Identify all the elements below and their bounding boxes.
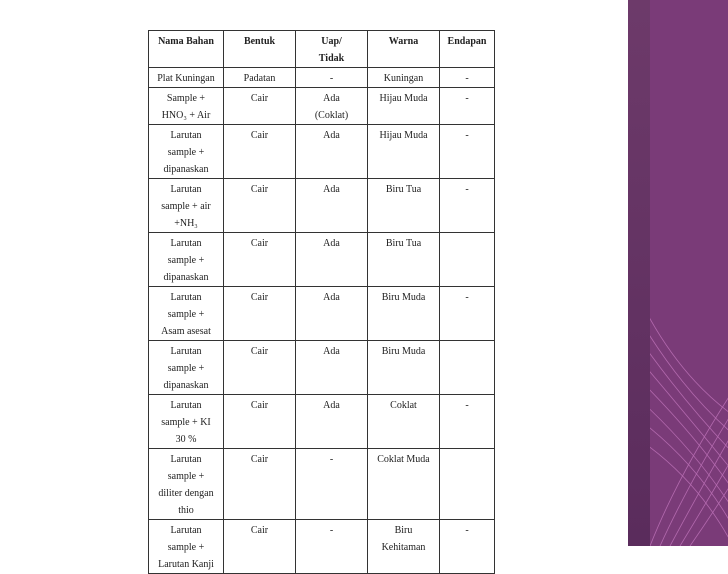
cell-bentuk: Cair — [224, 233, 296, 287]
cell-uap: Ada — [296, 179, 368, 233]
header-uap-tidak: Uap/ Tidak — [296, 31, 368, 68]
header-bentuk: Bentuk — [224, 31, 296, 68]
table-row — [149, 125, 495, 179]
cell-bentuk: Cair — [224, 449, 296, 520]
cell-nama-bahan: Larutan sample + dipanaskan — [149, 341, 224, 395]
cell-nama-bahan: Larutan sample + diliter dengan thio — [149, 449, 224, 520]
decorative-panel — [650, 0, 728, 546]
cell-uap: - — [296, 520, 368, 574]
cell-nama-bahan: Larutan sample + air +NH₃ — [149, 179, 224, 233]
cell-endapan — [440, 341, 495, 395]
cell-uap: - — [296, 68, 368, 88]
cell-warna: Coklat — [368, 395, 440, 449]
header-endapan: Endapan — [440, 31, 495, 68]
header-nama-bahan: Nama Bahan — [149, 31, 224, 68]
table-row — [149, 449, 495, 520]
table-row — [149, 68, 495, 88]
cell-uap: Ada — [296, 341, 368, 395]
cell-endapan: - — [440, 520, 495, 574]
cell-nama-bahan: Plat Kuningan — [149, 68, 224, 88]
table-row — [149, 395, 495, 449]
table-row — [149, 233, 495, 287]
cell-uap: - — [296, 449, 368, 520]
cell-nama-bahan: Larutan sample + Asam asesat — [149, 287, 224, 341]
table-row — [149, 341, 495, 395]
cell-uap: Ada — [296, 125, 368, 179]
cell-bentuk: Padatan — [224, 68, 296, 88]
cell-uap: Ada — [296, 287, 368, 341]
cell-endapan: - — [440, 287, 495, 341]
cell-endapan: - — [440, 179, 495, 233]
cell-warna: Biru Tua — [368, 179, 440, 233]
cell-endapan — [440, 449, 495, 520]
cell-uap: Ada (Coklat) — [296, 88, 368, 125]
cell-bentuk: Cair — [224, 287, 296, 341]
cell-nama-bahan: Larutan sample + KI 30 % — [149, 395, 224, 449]
cell-nama-bahan: Larutan sample + dipanaskan — [149, 233, 224, 287]
cell-endapan: - — [440, 125, 495, 179]
cell-bentuk: Cair — [224, 125, 296, 179]
cell-uap: Ada — [296, 233, 368, 287]
cell-warna: Hijau Muda — [368, 125, 440, 179]
table-header-row — [149, 31, 495, 68]
cell-warna: Coklat Muda — [368, 449, 440, 520]
cell-warna: Kuningan — [368, 68, 440, 88]
table-row — [149, 520, 495, 574]
cell-warna: Biru Muda — [368, 287, 440, 341]
header-warna: Warna — [368, 31, 440, 68]
decorative-lines-graphic — [650, 0, 728, 546]
cell-endapan: - — [440, 68, 495, 88]
table-row — [149, 287, 495, 341]
cell-warna: Biru Tua — [368, 233, 440, 287]
cell-endapan: - — [440, 88, 495, 125]
table-row — [149, 179, 495, 233]
cell-nama-bahan: Larutan sample + dipanaskan — [149, 125, 224, 179]
cell-endapan — [440, 233, 495, 287]
cell-bentuk: Cair — [224, 88, 296, 125]
cell-warna: Hijau Muda — [368, 88, 440, 125]
cell-endapan: - — [440, 395, 495, 449]
cell-nama-bahan: Larutan sample + Larutan Kanji — [149, 520, 224, 574]
table-row — [149, 88, 495, 125]
cell-warna: Biru Kehitaman — [368, 520, 440, 574]
cell-uap: Ada — [296, 395, 368, 449]
cell-bentuk: Cair — [224, 341, 296, 395]
cell-nama-bahan: Sample + HNO₃ + Air — [149, 88, 224, 125]
cell-bentuk: Cair — [224, 395, 296, 449]
cell-warna: Biru Muda — [368, 341, 440, 395]
cell-bentuk: Cair — [224, 179, 296, 233]
decorative-stripe — [628, 0, 650, 546]
results-table — [148, 30, 495, 574]
cell-bentuk: Cair — [224, 520, 296, 574]
